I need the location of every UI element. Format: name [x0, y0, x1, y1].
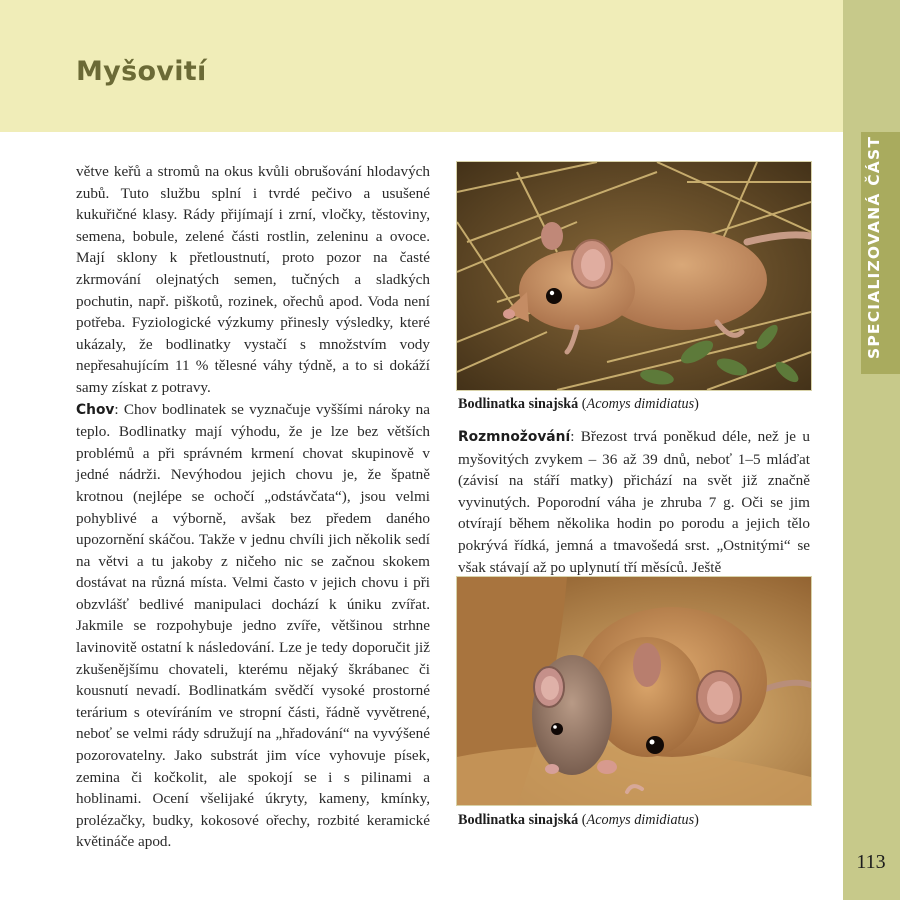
caption-common-name: Bodlinatka sinajská [458, 812, 579, 828]
keeping-text: : Chov bodlinatek se vyznačuje vyššími nároky na teplo. Bodlinatky mají výhodu, že je lze bez větších problémů a při správném krmení chovat skupinově v jedné nádrži. Nevýhodou jejich chovu je, že špatně krotnou (nejlépe se ochočí „odstávčata“), jsou velmi pohyblivé a výborně, avšak bez předem daného upozornění skáčou. Takže v jednu chvíli jich několik sedí na větvi a tu jakoby z ničeho nic se začnou skokem dostávat na různá místa. Velmi často v jejich chovu i při obzvlášť bedlivé manipulaci dochází k úniku zvířat. Jakmile se rozpohybuje jedno zvíře, většinou strhne lavinovitě ostatní k následování. Lze je tedy doporučit již zkušenějšímu chovateli, kterému nějaký škrábanec či kousnutí nevadí. Bodlinatkám svědčí vysoké prostorné terárium s otevíráním ve stropní části, řádně vyvětrené, neboť se velmi rády sdružují na „hřadování“ na vyvýšené pozorovatelny. Jako substrát jim více vyhovuje písek, zemina či kočkolit, ale spokojí se i s pilinami a hoblinami. Ocení všelijaké úkryty, kameny, kmínky, prolézačky, budky, kokosové ořechy, rozbité keramické květináče apod. [76, 400, 430, 851]
keeping-heading: Chov [76, 401, 115, 418]
paragraph-reproduction [458, 426, 810, 578]
reproduction-text: : Březost trvá poněkud déle, než je u myšovitých zvykem – 36 až 39 dnů, neboť 1–5 mláďat (závisí na stáří matky) přichází na svět již značně vyvinutých. Poporodní váha je zhruba 7 g. Oči se jim otvírají během několika hodin po porodu a jejich tělo pokrývá řídká, jemná a tmavošedá srst. „Ostnitými“ se však stávají až po uplynutí tří měsíců. Ještě [458, 428, 810, 576]
section-label: SPECIALIZOVANÁ ČÁST [865, 135, 883, 359]
photo-caption: Bodlinatka sinajská (Acomys dimidiatus) [458, 812, 699, 828]
caption-latin-name: Acomys dimidiatus [586, 396, 695, 412]
photo-spiny-mice-on-rock [456, 576, 812, 806]
caption-latin-name: Acomys dimidiatus [586, 812, 695, 828]
photo-spiny-mouse-in-straw [456, 161, 812, 391]
left-column [76, 161, 430, 853]
page-title: Myšovití [76, 56, 207, 87]
page-number: 113 [856, 851, 886, 873]
paragraph-keeping [76, 399, 430, 853]
caption-common-name: Bodlinatka sinajská [458, 396, 579, 412]
right-column [458, 426, 810, 578]
reproduction-heading: Rozmnožování [458, 429, 571, 445]
photo-caption: Bodlinatka sinajská (Acomys dimidiatus) [458, 396, 699, 412]
paragraph-feeding: větve keřů a stromů na okus kvůli obrušování hlodavých zubů. Tuto službu splní i tvrdé pečivo a usušené kukuřičné klasy. Rády přijímají i zrní, vločky, těstoviny, semena, bobule, zelené části rostlin, zeleninu a ovoce. Mají sklony k přetloustnutí, proto pozor na časté zkrmování olejnatých semen, tučných a sladkých pochutin, např. piškotů, rozinek, ořechů apod. Voda není potřeba. Fyziologické výzkumy přinesly výsledky, které ukázaly, že bodlinatky vystačí s množstvím vody nepřesahujícím 11 % tělesné váhy týdně, a to si dokáží samy získat z potravy. [76, 163, 430, 396]
